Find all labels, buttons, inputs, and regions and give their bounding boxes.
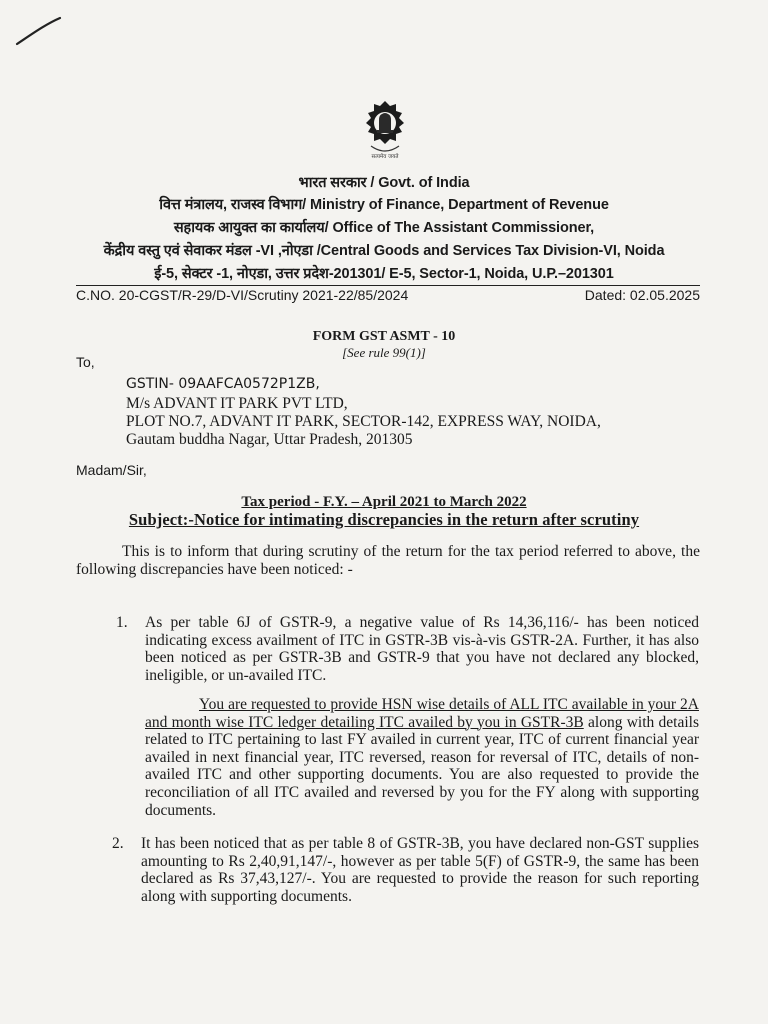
form-rule: [See rule 99(1)] — [342, 345, 426, 360]
recipient-city-line: Gautam buddha Nagar, Uttar Pradesh, 201305 — [126, 431, 413, 448]
tax-period: Tax period - F.Y. – April 2021 to March 2022 — [241, 494, 527, 510]
item-1-request-underlined: You are requested to provide HSN wise details of ALL ITC available in your 2A and month wise ITC ledger detailing ITC availed by you in GSTR-3B — [145, 696, 699, 731]
recipient-name: M/s ADVANT IT PARK PVT LTD, — [126, 395, 348, 412]
notice-date: Dated: 02.05.2025 — [584, 287, 700, 303]
item-1-text: As per table 6J of GSTR-9, a negative value of Rs 14,36,116/- has been noticed indicating excess availment of ITC in GSTR-3B vis-à-vis GSTR-2A. Further, it has also been noticed as per GSTR-3B and GSTR-9 that you have not declared any blocked, ineligible, or un-availed ITC. — [145, 614, 699, 684]
to-label: To, — [76, 354, 95, 370]
header-division: केंद्रीय वस्तु एवं सेवाकर मंडल -VI ,नोएडा /Central Goods and Services Tax Division-VI, Noida — [103, 243, 665, 259]
header-address: ई-5, सेक्टर -1, नोएडा, उत्तर प्रदेश-201301/ E-5, Sector-1, Noida, U.P.–201301 — [154, 266, 614, 282]
item-number: 2. — [112, 835, 124, 852]
header-ministry: वित्त मंत्रालय, राजस्व विभाग/ Ministry of Finance, Department of Revenue — [159, 197, 609, 213]
item-1-request — [145, 696, 699, 819]
pen-stroke-mark — [14, 14, 64, 48]
header-office: सहायक आयुक्त का कार्यालय/ Office of The Assistant Commissioner, — [173, 220, 595, 236]
salutation: Madam/Sir, — [76, 462, 147, 478]
form-title: FORM GST ASMT - 10 — [312, 329, 456, 344]
item-number: 1. — [116, 614, 128, 631]
header-govt: भारत सरकार / Govt. of India — [298, 175, 470, 191]
case-number: C.NO. 20-CGST/R-29/D-VI/Scrutiny 2021-22/85/2024 — [76, 287, 409, 303]
item-2-text: It has been noticed that as per table 8 of GSTR-3B, you have declared non-GST supplies amounting to Rs 2,40,91,147/-, however as per table 5(F) of GSTR-9, the same has been declared as Rs 37,43,127/-. You are requested to provide the reason for such reporting along with supporting documents. — [141, 835, 699, 905]
intro-paragraph: This is to inform that during scrutiny of the return for the tax period referred to above, the following discrepancies have been noticed: - — [76, 543, 700, 578]
recipient-address-line: PLOT NO.7, ADVANT IT PARK, SECTOR-142, EXPRESS WAY, NOIDA, — [126, 413, 601, 430]
subject-line: Subject:-Notice for intimating discrepancies in the return after scrutiny — [128, 510, 640, 529]
item-1-request-rest: along with details related to ITC pertaining to last FY availed in current year, ITC of current financial year availed in next financial year, ITC reversed, reason for reversal of ITC, details of non-availed ITC and other supporting documents. You are also requested to provide the reconciliation of all ITC availed and reversed by you for the FY along with supporting documents. — [145, 713, 700, 819]
national-emblem-icon — [363, 98, 407, 170]
recipient-gstin: GSTIN- 09AAFCA0572P1ZB, — [126, 376, 320, 392]
reference-line — [76, 285, 700, 307]
emblem-motto: सत्यमेव जयते — [371, 154, 399, 160]
